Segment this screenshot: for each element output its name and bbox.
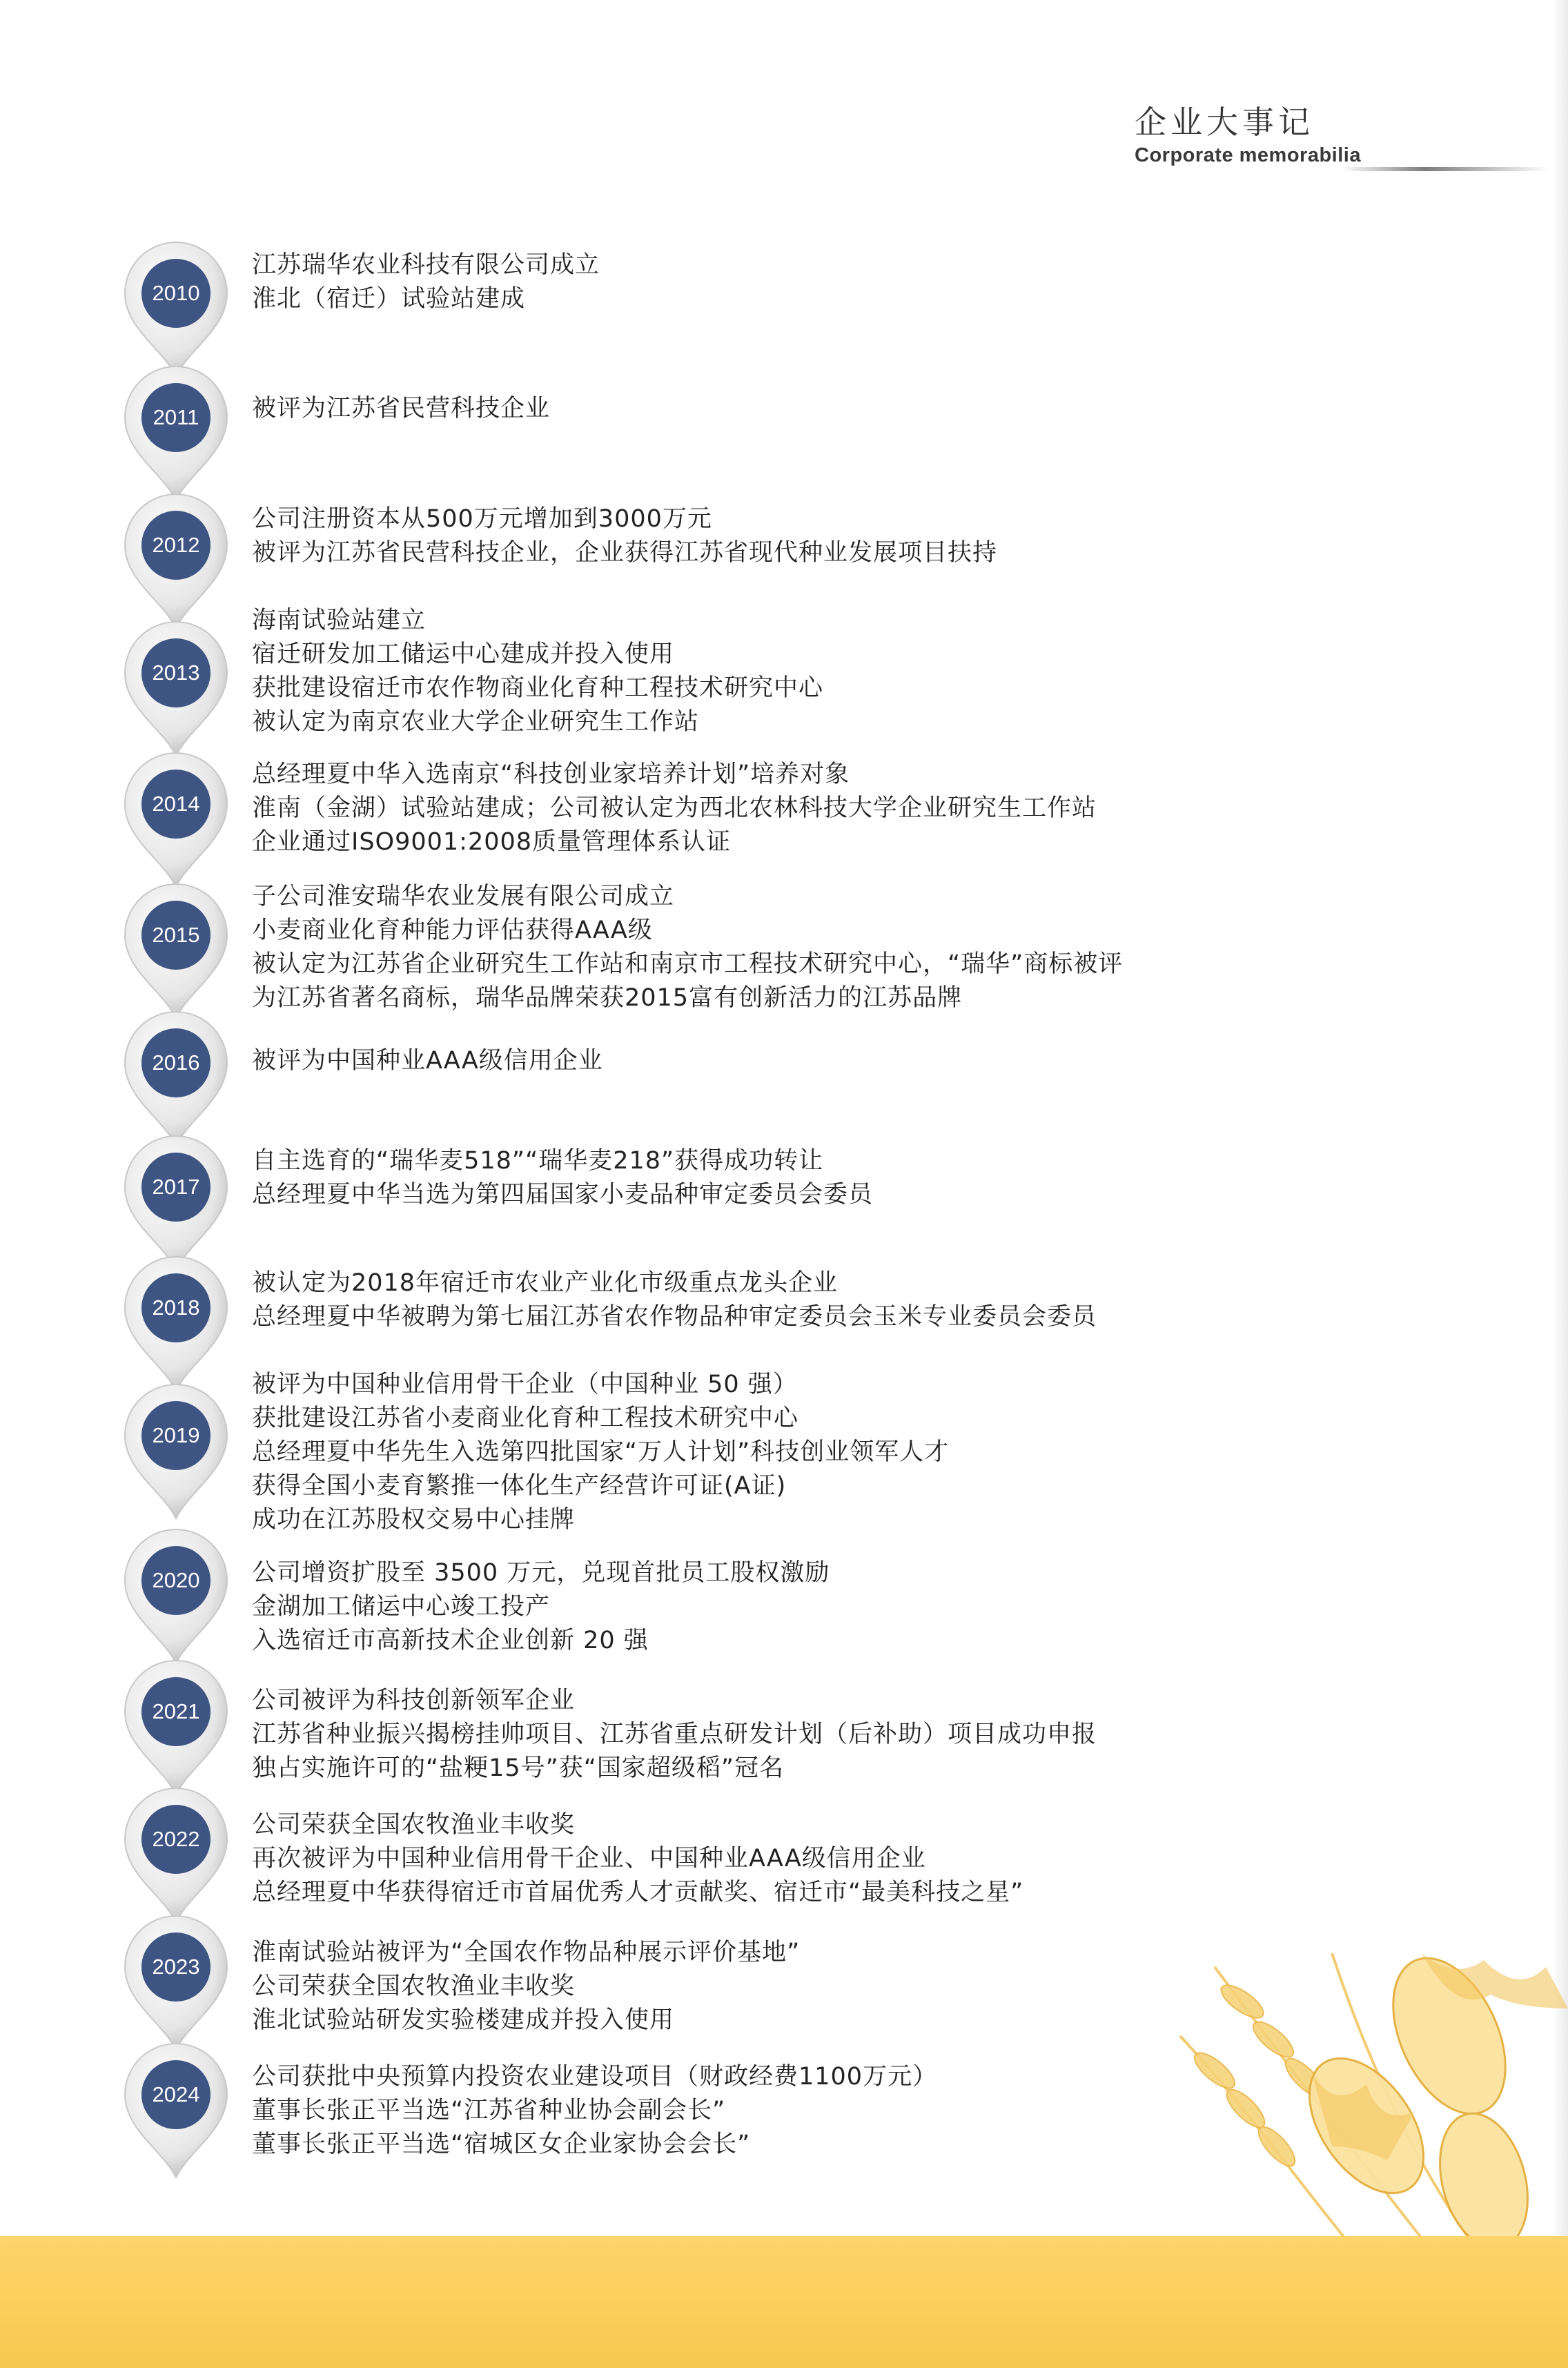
event-lines <box>252 248 600 316</box>
event-line: 被认定为南京农业大学企业研究生工作站 <box>252 708 700 736</box>
year-label: 2013 <box>152 661 200 685</box>
map-pin-icon <box>121 2039 231 2184</box>
map-pin-icon <box>121 1525 231 1670</box>
year-label: 2021 <box>152 1699 200 1723</box>
year-label: 2023 <box>152 1955 200 1979</box>
map-pin-icon <box>121 749 231 894</box>
year-label: 2015 <box>152 923 200 947</box>
map-pin-icon <box>121 1656 231 1801</box>
event-line: 公司被评为科技创新领军企业 <box>252 1687 576 1714</box>
event-line: 被认定为江苏省企业研究生工作站和南京市工程技术研究中心，“瑞华”商标被评 <box>252 950 1124 978</box>
page-subtitle: Corporate memorabilia <box>1135 144 1361 167</box>
event-line: 再次被评为中国种业信用骨干企业、中国种业AAA级信用企业 <box>252 1845 926 1872</box>
event-line: 被认定为2018年宿迁市农业产业化市级重点龙头企业 <box>252 1269 839 1297</box>
year-label: 2012 <box>152 533 200 557</box>
event-lines <box>252 1556 830 1658</box>
event-line: 子公司淮安瑞华农业发展有限公司成立 <box>252 883 675 910</box>
year-label: 2010 <box>152 281 200 305</box>
page-title: 企业大事记 <box>1135 104 1315 141</box>
event-line: 淮北（宿迁）试验站建成 <box>252 285 526 313</box>
event-line: 入选宿迁市高新技术企业创新 20 强 <box>252 1627 649 1654</box>
event-line: 被评为江苏省民营科技企业，企业获得江苏省现代种业发展项目扶持 <box>252 539 998 567</box>
event-line: 总经理夏中华入选南京“科技创业家培养计划”培养对象 <box>252 761 850 788</box>
event-line: 被评为江苏省民营科技企业 <box>252 395 551 422</box>
event-line: 总经理夏中华被聘为第七届江苏省农作物品种审定委员会玉米专业委员会委员 <box>252 1303 1097 1331</box>
event-line: 董事长张正平当选“宿城区女企业家协会会长” <box>252 2131 751 2158</box>
year-label: 2022 <box>152 1827 200 1851</box>
event-line: 企业通过ISO9001:2008质量管理体系认证 <box>252 828 732 856</box>
year-label: 2018 <box>152 1295 200 1320</box>
year-label: 2020 <box>152 1568 200 1592</box>
event-line: 获得全国小麦育繁推一体化生产经营许可证(A证) <box>252 1472 787 1500</box>
event-line: 淮南试验站被评为“全国农作物品种展示评价基地” <box>252 1939 801 1966</box>
year-label: 2017 <box>152 1175 200 1199</box>
event-lines <box>252 758 1097 859</box>
event-line: 独占实施许可的“盐粳15号”获“国家超级稻”冠名 <box>252 1754 785 1782</box>
event-line: 公司增资扩股至 3500 万元，兑现首批员工股权激励 <box>252 1559 830 1587</box>
event-line: 总经理夏中华当选为第四届国家小麦品种审定委员会委员 <box>252 1181 874 1209</box>
map-pin-icon <box>121 1912 231 2057</box>
event-line: 江苏省种业振兴揭榜挂帅项目、江苏省重点研发计划（后补助）项目成功申报 <box>252 1721 1097 1748</box>
event-lines <box>252 1936 800 2037</box>
event-line: 总经理夏中华获得宿迁市首届优秀人才贡献奖、宿迁市“最美科技之星” <box>252 1879 1024 1906</box>
event-lines <box>252 502 997 570</box>
event-line: 获批建设宿迁市农作物商业化育种工程技术研究中心 <box>252 674 824 702</box>
event-line: 淮北试验站研发实验楼建成并投入使用 <box>252 2006 675 2034</box>
year-label: 2019 <box>152 1423 200 1447</box>
event-lines <box>252 1044 603 1078</box>
event-line: 被评为中国种业信用骨干企业（中国种业 50 强） <box>252 1371 798 1398</box>
event-line: 自主选育的“瑞华麦518”“瑞华麦218”获得成功转让 <box>252 1147 824 1175</box>
event-line: 公司获批中央预算内投资农业建设项目（财政经费1100万元） <box>252 2063 938 2091</box>
event-line: 为江苏省著名商标，瑞华品牌荣获2015富有创新活力的江苏品牌 <box>252 984 963 1012</box>
event-lines <box>252 1144 873 1212</box>
map-pin-icon <box>121 238 231 383</box>
map-pin-icon <box>121 1008 231 1153</box>
event-line: 被评为中国种业AAA级信用企业 <box>252 1047 603 1075</box>
event-line: 公司注册资本从500万元增加到3000万元 <box>252 505 712 533</box>
event-lines <box>252 604 823 739</box>
event-line: 小麦商业化育种能力评估获得AAA级 <box>252 917 653 944</box>
event-lines <box>252 880 1123 1015</box>
event-lines <box>252 1266 1097 1334</box>
map-pin-icon <box>121 880 231 1025</box>
map-pin-icon <box>121 1380 231 1525</box>
year-label: 2024 <box>152 2082 200 2106</box>
event-line: 总经理夏中华先生入选第四批国家“万人计划”科技创业领军人才 <box>252 1438 950 1466</box>
map-pin-icon <box>121 362 231 507</box>
event-line: 金湖加工储运中心竣工投产 <box>252 1593 551 1621</box>
year-label: 2011 <box>153 405 199 429</box>
event-line: 成功在江苏股权交易中心挂牌 <box>252 1506 576 1534</box>
event-lines <box>252 2060 937 2162</box>
map-pin-icon <box>121 1253 231 1398</box>
event-lines <box>252 1368 949 1537</box>
event-line: 董事长张正平当选“江苏省种业协会副会长” <box>252 2097 726 2124</box>
event-lines <box>252 392 550 426</box>
event-line: 宿迁研发加工储运中心建成并投入使用 <box>252 640 675 668</box>
map-pin-icon <box>121 1784 231 1929</box>
map-pin-icon <box>121 490 231 635</box>
event-line: 获批建设江苏省小麦商业化育种工程技术研究中心 <box>252 1405 799 1432</box>
year-label: 2016 <box>152 1050 200 1075</box>
event-line: 公司荣获全国农牧渔业丰收奖 <box>252 1973 576 2000</box>
year-label: 2014 <box>152 792 200 816</box>
event-line: 淮南（金湖）试验站建成；公司被认定为西北农林科技大学企业研究生工作站 <box>252 794 1097 822</box>
event-line: 江苏瑞华农业科技有限公司成立 <box>252 251 600 279</box>
bottom-color-band <box>0 2236 1568 2368</box>
event-lines <box>252 1684 1097 1785</box>
event-line: 海南试验站建立 <box>252 607 427 634</box>
event-lines <box>252 1808 1023 1910</box>
event-line: 公司荣获全国农牧渔业丰收奖 <box>252 1811 576 1839</box>
map-pin-icon <box>121 618 231 763</box>
